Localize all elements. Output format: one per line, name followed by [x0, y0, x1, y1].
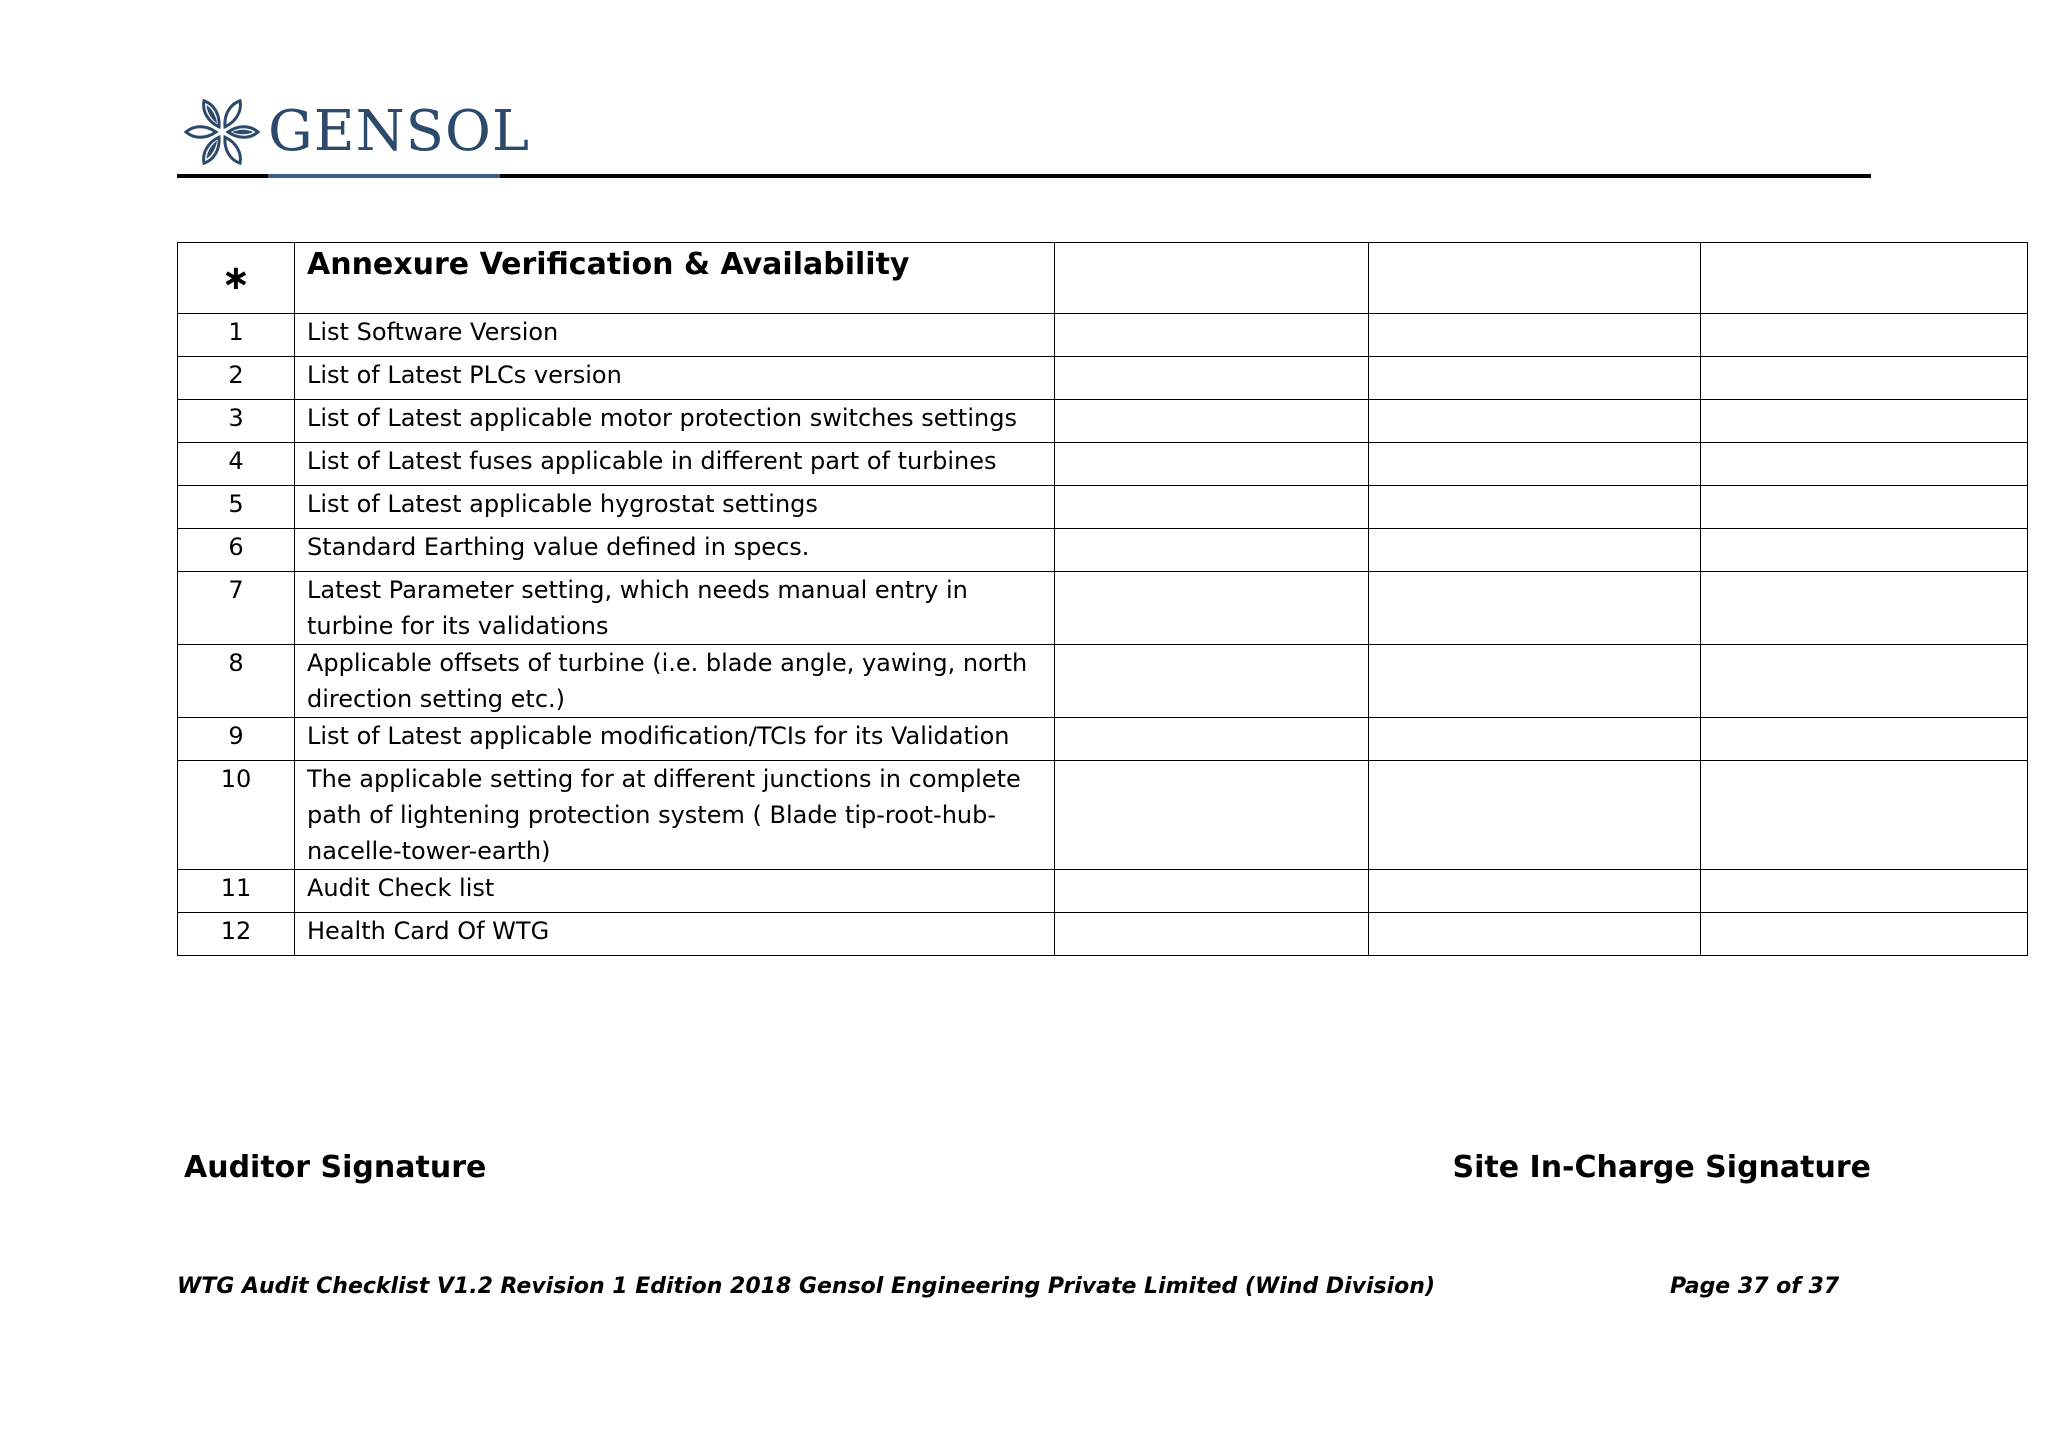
empty-cell: [1055, 314, 1369, 357]
empty-cell: [1055, 400, 1369, 443]
row-text: Applicable offsets of turbine (i.e. blade angle, yawing, north direction setting etc.): [295, 645, 1055, 718]
empty-cell: [1369, 761, 1701, 870]
row-number: 12: [178, 913, 295, 956]
empty-cell: [1055, 529, 1369, 572]
empty-cell: [1055, 761, 1369, 870]
row-text: Audit Check list: [295, 870, 1055, 913]
empty-cell: [1369, 314, 1701, 357]
table-row: [178, 761, 2028, 870]
row-number: 11: [178, 870, 295, 913]
row-text: Standard Earthing value defined in specs.: [295, 529, 1055, 572]
empty-cell: [1701, 913, 2028, 956]
row-number: 3: [178, 400, 295, 443]
empty-cell: [1701, 645, 2028, 718]
empty-cell: [1369, 357, 1701, 400]
row-number: 7: [178, 572, 295, 645]
header-marker: ∗: [178, 243, 295, 314]
auditor-signature-label: Auditor Signature: [184, 1150, 487, 1185]
empty-cell: [1369, 486, 1701, 529]
row-number: 8: [178, 645, 295, 718]
row-number: 2: [178, 357, 295, 400]
header-empty-cell: [1369, 243, 1701, 314]
row-text: The applicable setting for at different junctions in complete path of lightening protection system ( Blade tip-root-hub-nacelle-tower-earth): [295, 761, 1055, 870]
row-text: List Software Version: [295, 314, 1055, 357]
row-number: 9: [178, 718, 295, 761]
empty-cell: [1369, 529, 1701, 572]
row-number: 4: [178, 443, 295, 486]
empty-cell: [1701, 357, 2028, 400]
table-row: [178, 357, 2028, 400]
row-text: List of Latest applicable hygrostat settings: [295, 486, 1055, 529]
company-logo: [178, 92, 530, 172]
empty-cell: [1369, 870, 1701, 913]
table-header-row: [178, 243, 2028, 314]
table-row: [178, 400, 2028, 443]
row-number: 10: [178, 761, 295, 870]
empty-cell: [1055, 572, 1369, 645]
section-title: Annexure Verification & Availability: [295, 243, 1055, 314]
header-empty-cell: [1055, 243, 1369, 314]
empty-cell: [1701, 870, 2028, 913]
empty-cell: [1701, 314, 2028, 357]
table-row: [178, 572, 2028, 645]
row-text: List of Latest PLCs version: [295, 357, 1055, 400]
site-incharge-signature-label: Site In-Charge Signature: [1452, 1150, 1871, 1185]
brand-name: GENSOL: [268, 99, 531, 164]
empty-cell: [1055, 486, 1369, 529]
empty-cell: [1055, 645, 1369, 718]
empty-cell: [1701, 718, 2028, 761]
row-text: Health Card Of WTG: [295, 913, 1055, 956]
empty-cell: [1055, 718, 1369, 761]
row-text: List of Latest applicable motor protection switches settings: [295, 400, 1055, 443]
empty-cell: [1701, 400, 2028, 443]
table-row: [178, 529, 2028, 572]
table-row: [178, 443, 2028, 486]
empty-cell: [1701, 572, 2028, 645]
empty-cell: [1701, 529, 2028, 572]
table-row: [178, 870, 2028, 913]
empty-cell: [1055, 913, 1369, 956]
table-row: [178, 645, 2028, 718]
header-empty-cell: [1701, 243, 2028, 314]
empty-cell: [1701, 761, 2028, 870]
table-row: [178, 718, 2028, 761]
row-number: 1: [178, 314, 295, 357]
row-text: List of Latest applicable modification/TCIs for its Validation: [295, 718, 1055, 761]
row-number: 6: [178, 529, 295, 572]
empty-cell: [1055, 443, 1369, 486]
empty-cell: [1369, 645, 1701, 718]
annexure-checklist-table: [177, 242, 2028, 956]
empty-cell: [1369, 400, 1701, 443]
row-text: List of Latest fuses applicable in different part of turbines: [295, 443, 1055, 486]
table-row: [178, 913, 2028, 956]
empty-cell: [1369, 913, 1701, 956]
empty-cell: [1369, 572, 1701, 645]
empty-cell: [1369, 718, 1701, 761]
empty-cell: [1701, 486, 2028, 529]
row-text: Latest Parameter setting, which needs manual entry in turbine for its validations: [295, 572, 1055, 645]
table-row: [178, 314, 2028, 357]
empty-cell: [1369, 443, 1701, 486]
empty-cell: [1701, 443, 2028, 486]
footer-document-info: WTG Audit Checklist V1.2 Revision 1 Edition 2018 Gensol Engineering Private Limited (Wind Division): [177, 1274, 1436, 1299]
empty-cell: [1055, 870, 1369, 913]
footer-page-number: Page 37 of 37: [1670, 1274, 1840, 1299]
row-number: 5: [178, 486, 295, 529]
header-divider-accent: [268, 174, 500, 178]
table-row: [178, 486, 2028, 529]
empty-cell: [1055, 357, 1369, 400]
gensol-flower-icon: [178, 92, 266, 172]
